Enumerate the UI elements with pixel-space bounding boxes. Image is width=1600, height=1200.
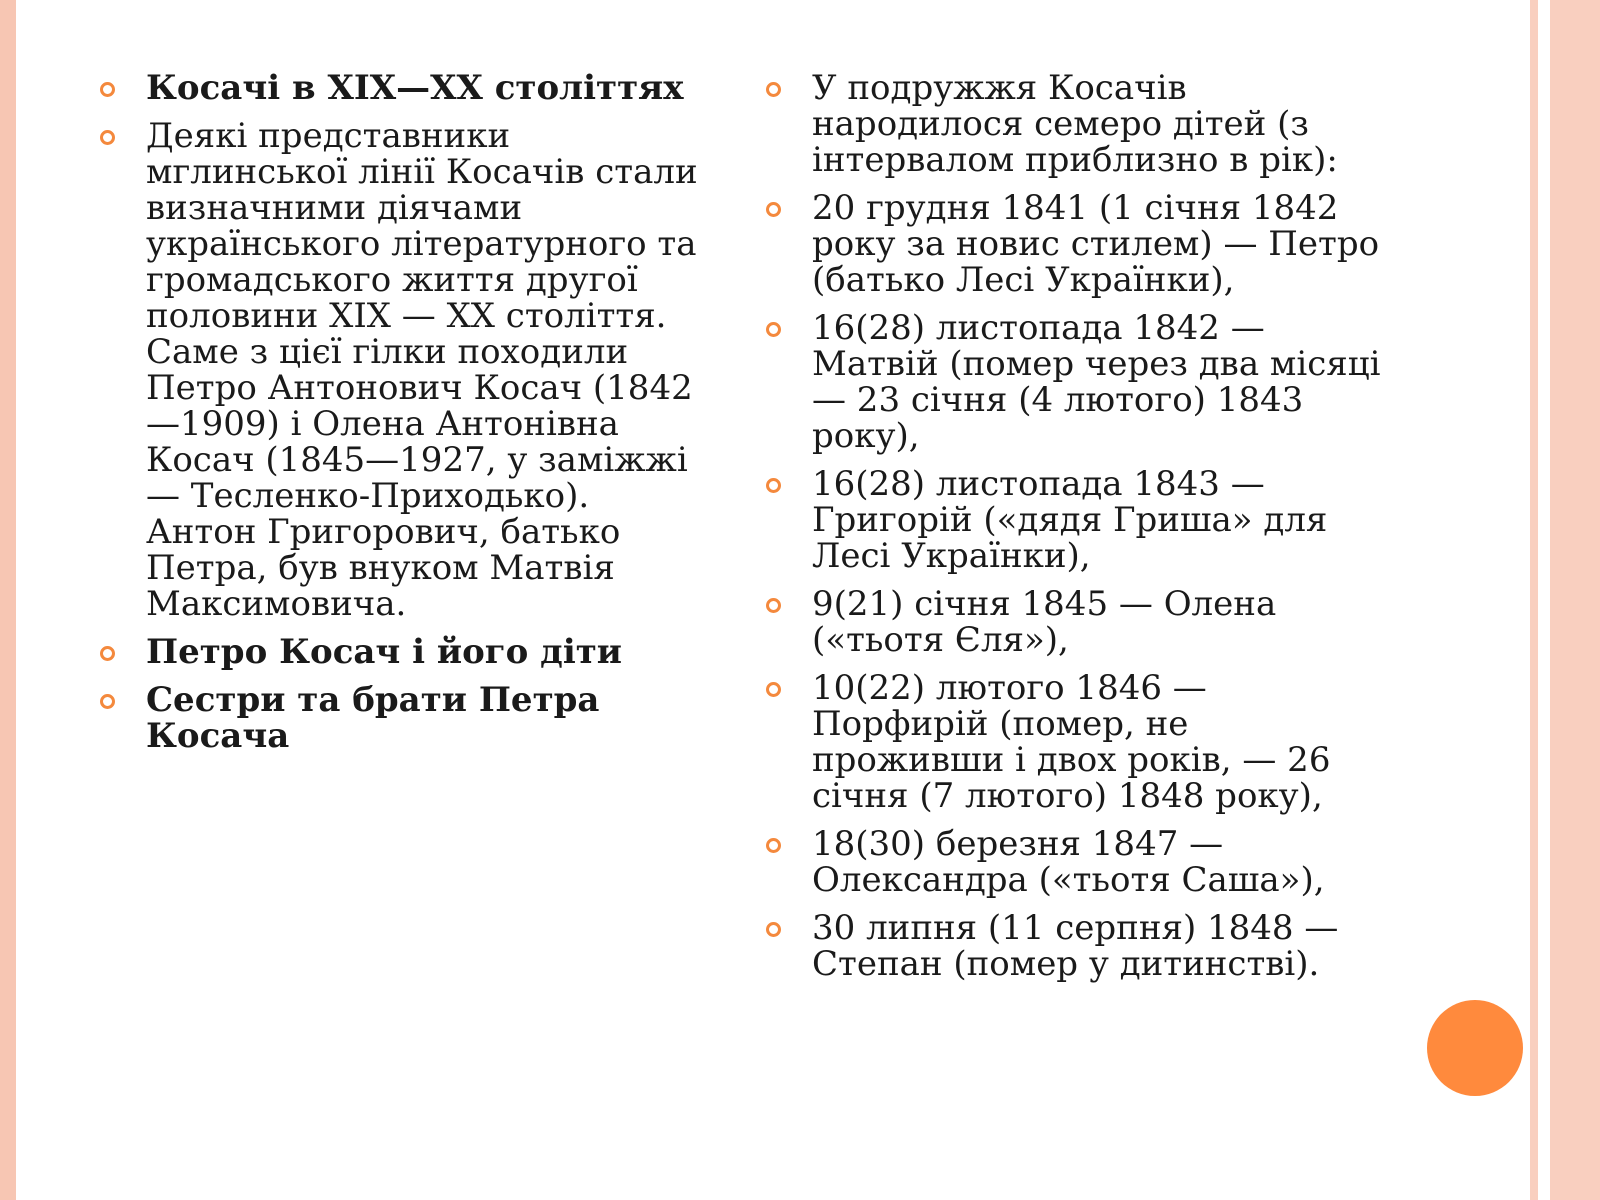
- list-item-text: 9(21) січня 1845 — Олена («тьотя Єля»),: [812, 584, 1277, 660]
- list-item: [766, 910, 1386, 982]
- list-item-text: У подружжя Косачів народилося семеро дітей (з інтервалом приблизно в рік):: [812, 68, 1338, 180]
- list-item-text: 18(30) березня 1847 — Олександра («тьотя Саша»),: [812, 824, 1325, 900]
- left-text-column: [100, 70, 710, 766]
- list-item-text: Деякі представники мглинської лінії Косачів стали визначними діячами українського літературного та громадського життя другої половини XIX — XX століття. Саме з цієї гілки походили Петро Антонович Косач (1842—1909) і Олена Антонівна Косач (1845—1927, у заміжжі — Тесленко-Приходько). Антон Григорович, батько Петра, був внуком Матвія Максимовича.: [146, 116, 698, 624]
- right-border-gap: [1538, 0, 1550, 1200]
- list-item-text: 16(28) листопада 1842 — Матвій (помер через два місяці — 23 січня (4 лютого) 1843 року),: [812, 308, 1381, 456]
- bullet-circle-icon: [100, 646, 115, 661]
- bullet-circle-icon: [766, 82, 781, 97]
- list-item-text: 10(22) лютого 1846 — Порфирій (помер, не проживши і двох років, — 26 січня (7 лютого) 1848 року),: [812, 668, 1331, 816]
- list-item-text: Сестри та брати Петра Косача: [146, 680, 600, 756]
- orange-circle-decoration: [1427, 1000, 1523, 1096]
- list-item-text: 16(28) листопада 1843 — Григорій («дядя Гриша» для Лесі Українки),: [812, 464, 1328, 576]
- bullet-circle-icon: [766, 598, 781, 613]
- bullet-circle-icon: [100, 694, 115, 709]
- bullet-circle-icon: [100, 130, 115, 145]
- list-item: [766, 466, 1386, 574]
- list-item: [766, 190, 1386, 298]
- list-item: [766, 70, 1386, 178]
- bullet-circle-icon: [766, 478, 781, 493]
- right-border-stripe-inner: [1530, 0, 1538, 1200]
- list-item: [100, 682, 710, 754]
- list-item-text: Косачі в XIX—XX століттях: [146, 68, 684, 108]
- list-item: [100, 634, 710, 670]
- bullet-circle-icon: [766, 838, 781, 853]
- list-item-text: 20 грудня 1841 (1 січня 1842 року за новис стилем) — Петро (батько Лесі Українки),: [812, 188, 1380, 300]
- bullet-circle-icon: [766, 682, 781, 697]
- left-border-stripe: [0, 0, 16, 1200]
- list-item-text: Петро Косач і його діти: [146, 632, 623, 672]
- bullet-circle-icon: [766, 322, 781, 337]
- list-item: [766, 310, 1386, 454]
- right-border-stripe-outer: [1550, 0, 1600, 1200]
- list-item: [100, 70, 710, 106]
- list-item-text: 30 липня (11 серпня) 1848 — Степан (помер у дитинстві).: [812, 908, 1339, 984]
- bullet-circle-icon: [766, 922, 781, 937]
- list-item: [766, 670, 1386, 814]
- list-item: [100, 118, 710, 622]
- right-text-column: [766, 70, 1386, 994]
- bullet-circle-icon: [766, 202, 781, 217]
- bullet-circle-icon: [100, 82, 115, 97]
- list-item: [766, 586, 1386, 658]
- list-item: [766, 826, 1386, 898]
